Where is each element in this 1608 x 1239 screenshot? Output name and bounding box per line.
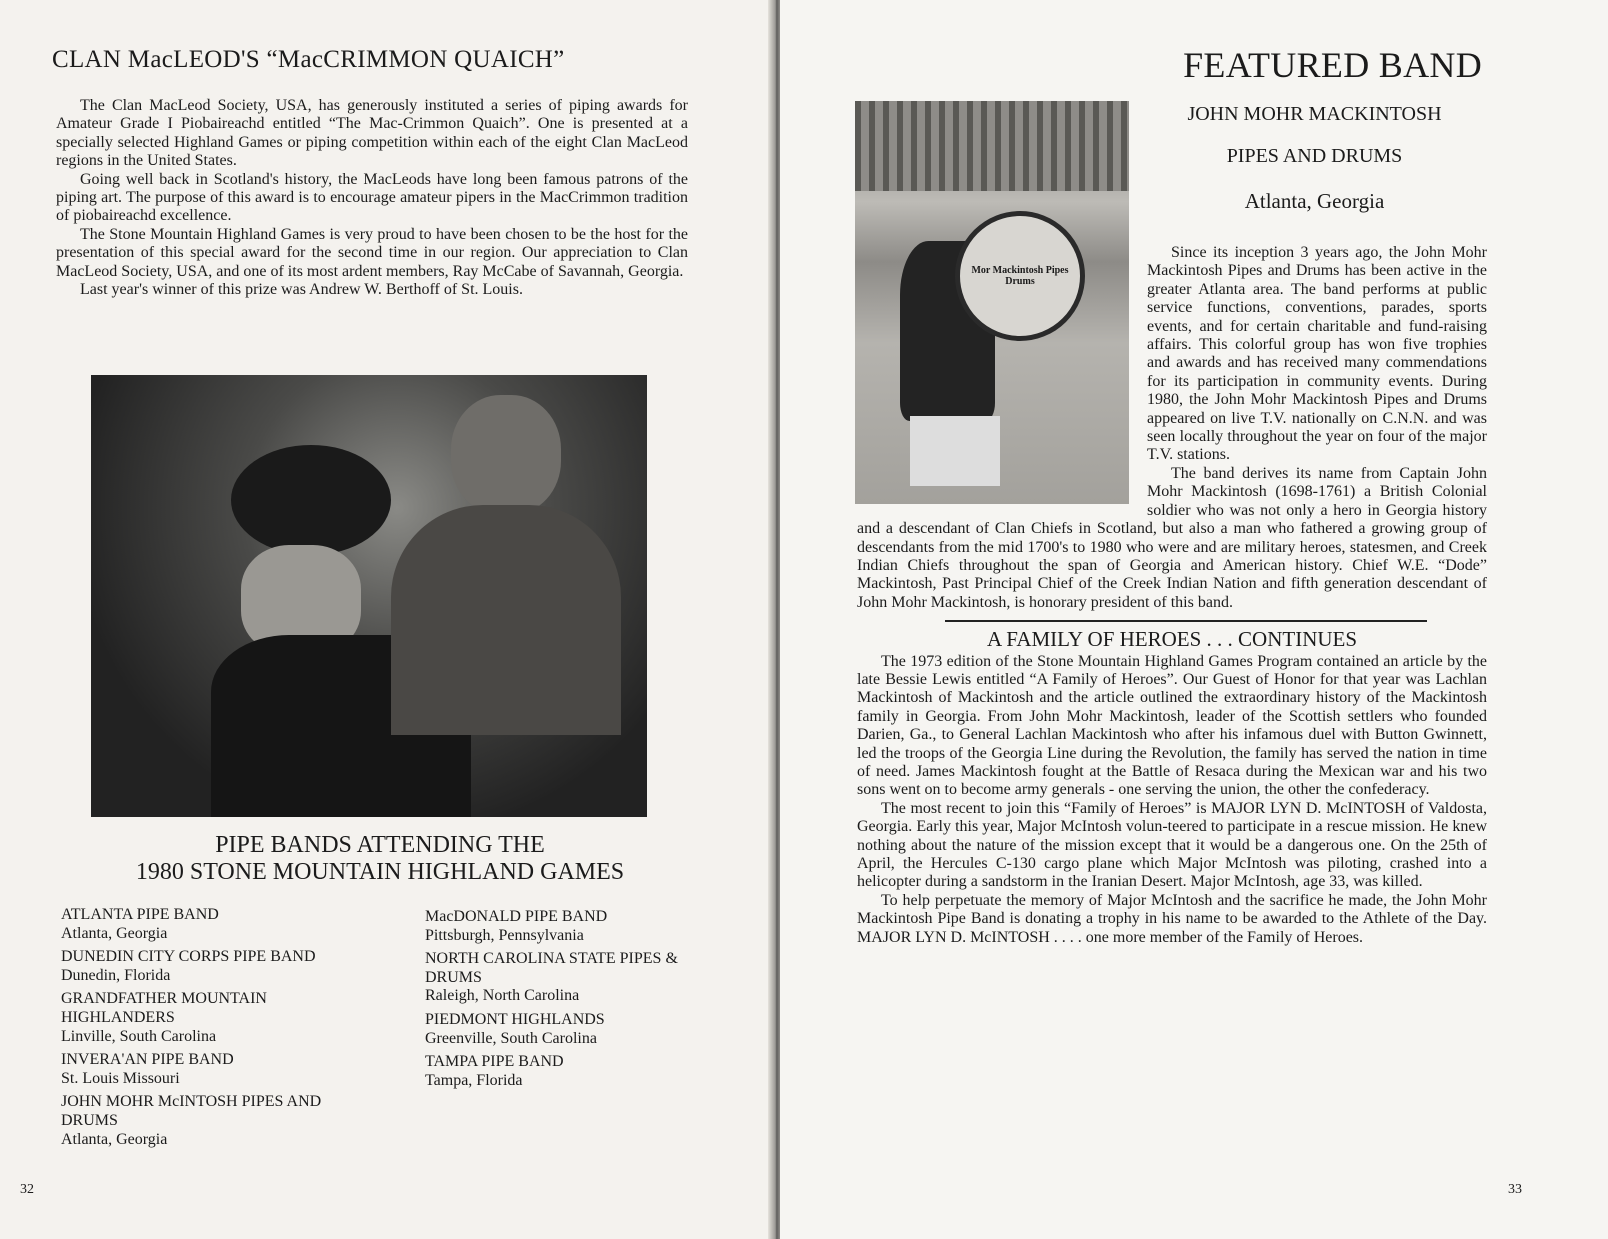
piper-photo [91,375,647,817]
quaich-title: CLAN MacLEOD'S “MacCRIMMON QUAICH” [52,46,565,73]
paragraph: The Clan MacLeod Society, USA, has generously instituted a series of piping awards for Amateur Grade I Piobaireachd entitled “The Mac-Crimmon Quaich”. One is presented at a specially selected Highland Games or piping competition within each of the eight Clan MacLeod regions in the United States. [56,97,688,170]
heading-line: PIPE BANDS ATTENDING THE [215,832,545,858]
band-location: Dunedin, Florida [61,966,171,984]
band-entry [61,990,341,1046]
band-name: NORTH CAROLINA STATE PIPES & DRUMS [425,950,678,986]
drum-logo: Mor Mackintosh Pipes Drums [955,211,1085,341]
band-location: Atlanta, Georgia [1244,189,1385,213]
bands-column-2 [425,908,685,1095]
band-name: TAMPA PIPE BAND [425,1053,564,1071]
band-name: INVERA'AN PIPE BAND [61,1051,234,1069]
band-entry [61,906,391,943]
band-entry [61,948,391,985]
band-location: Greenville, South Carolina [425,1029,597,1047]
bands-column-1 [61,906,391,1154]
paragraph: Last year's winner of this prize was Andrew W. Berthoff of St. Louis. [80,281,523,299]
featured-band-article [857,244,1487,947]
page-number: 33 [1508,1182,1522,1197]
band-name: GRANDFATHER MOUNTAIN HIGHLANDERS [61,990,267,1026]
band-location: Tampa, Florida [425,1071,523,1089]
paragraph: The 1973 edition of the Stone Mountain Highland Games Program contained an article by the late Bessie Lewis entitled “A Family of Heroes”. Our Guest of Honor for that year was Lachlan Mackintosh of Mackintosh and the article outlined the extraordinary history of the Mackintosh family in Georgia. From John Mohr Mackintosh, leader of the Scottish settlers who founded Darien, Ga., to General Lachlan Mackintosh who after his infamous duel with Button Gwinnett, led the troops of the Georgia Line during the Revolution, the family has served the nation in time of need. James Mackintosh fought at the Battle of Resaca during the Mexican war and his two sons went on to become army generals - one serving the union, the other the confederacy. [857,652,1487,799]
band-location: Linville, South Carolina [61,1027,217,1045]
band-name-heading [1142,103,1487,214]
paragraph: To help perpetuate the memory of Major McIntosh and the sacrifice he made, the John Mohr Mackintosh Pipe Band is donating a trophy in his name to be awarded to the Athlete of the Day. MAJOR LYN D. McINTOSH . . . . one more member of the Family of Heroes. [857,891,1487,946]
band-name: ATLANTA PIPE BAND [61,906,219,923]
heading-line: 1980 STONE MOUNTAIN HIGHLAND GAMES [135,859,625,885]
paragraph: The Stone Mountain Highland Games is very proud to have been chosen to be the host for the presentation of this special award for the second time in our region. Our appreciation to Clan MacLeod Society, USA, and one of its most ardent members, Ray McCabe of Savannah, Georgia. [56,225,688,280]
quaich-article [56,97,688,299]
page-number: 32 [20,1182,34,1197]
band-location: Pittsburgh, Pennsylvania [425,926,584,944]
band-name: MacDONALD PIPE BAND [425,908,608,925]
paragraph: Since its inception 3 years ago, the John Mohr Mackintosh Pipes and Drums has been active in the greater Atlanta area. The band performs at public service functions, conventions, parades, sports events, and for certain charitable and fund-raising affairs. This colorful group has won five trophies and awards and has received many commendations for its participation in community events. During 1980, the John Mohr Mackintosh Pipes and Drums appeared on live T.V. nationally on C.N.N. and was seen locally throughout the year on four of the major T.V. stations. [1147,244,1487,464]
band-entry [61,1093,351,1149]
band-name-line: JOHN MOHR MACKINTOSH [1187,103,1442,125]
band-entry [425,908,685,945]
right-page [780,0,1608,1239]
paragraph: Going well back in Scotland's history, the MacLeods have long been famous patrons of the piping art. The purpose of this award is to encourage amateur pipers in the MacCrimmon tradition of piobaireachd excellence. [56,170,688,225]
left-page [0,0,774,1239]
paragraph: The most recent to join this “Family of Heroes” is MAJOR LYN D. McINTOSH of Valdosta, Georgia. Early this year, Major McIntosh volun-teered to participate in a rescue mission. He knew nothing about the nature of the mission except that it would be a dangerous one. On the 25th of April, the Hercules C-130 cargo plane which Major McIntosh was piloting, crashed into a helicopter during a sandstorm in the Iranian Desert. Major McIntosh, age 33, was killed. [857,799,1487,891]
band-name-line: PIPES AND DRUMS [1226,145,1403,167]
section-title: A FAMILY OF HEROES . . . CONTINUES [986,627,1358,652]
band-entry [61,1051,391,1088]
band-location: St. Louis Missouri [61,1069,180,1087]
section-divider [945,620,1427,622]
band-name: DUNEDIN CITY CORPS PIPE BAND [61,948,316,966]
pipe-bands-heading [60,832,700,886]
band-name: JOHN MOHR McINTOSH PIPES AND DRUMS [61,1093,322,1129]
band-location: Atlanta, Georgia [61,924,168,942]
band-entry [425,950,685,1006]
band-location: Raleigh, North Carolina [425,987,580,1005]
paragraph: The band derives its name from Captain John Mohr Mackintosh (1698-1761) a British Colonial soldier who was not only a hero in Georgia history and a descendant of Clan Chiefs in Scotland, but also a man who fathered a growing group of descendants from the mid 1700's to 1980 who were and are military heroes, statesmen, and Creek Indian Chiefs throughout the span of Georgia and American history. Chief W.E. “Dode” Mackintosh, Past Principal Chief of the Creek Indian Nation and fifth generation descendant of John Mohr Mackintosh, is honorary president of this band. [857,464,1487,611]
band-location: Atlanta, Georgia [61,1130,168,1148]
band-name: PIEDMONT HIGHLANDS [425,1010,605,1028]
band-entry [425,1011,685,1048]
band-entry [425,1053,685,1090]
featured-band-title: FEATURED BAND [1183,45,1482,85]
